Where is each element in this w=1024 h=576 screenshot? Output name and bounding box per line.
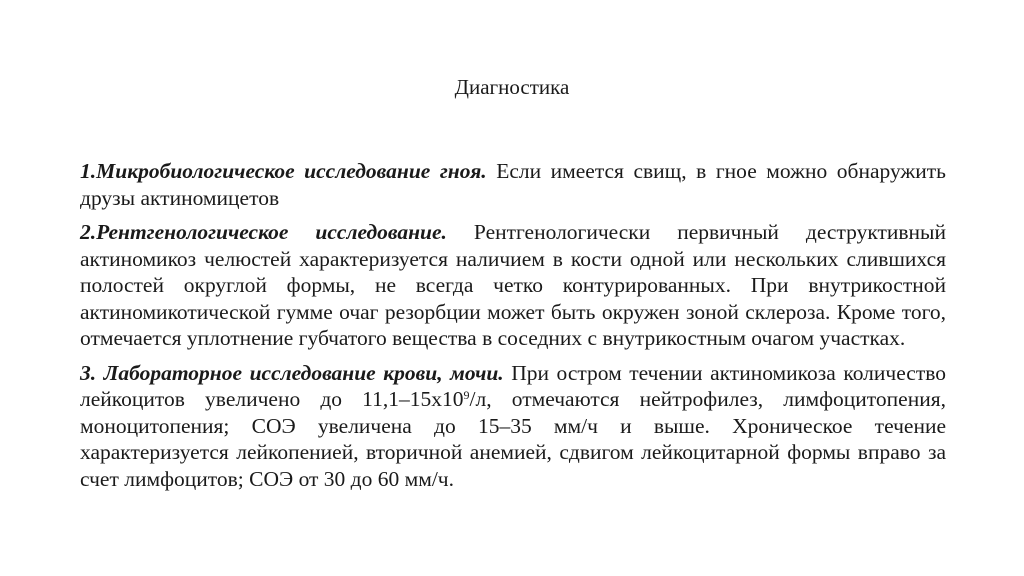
diagnostic-item-radiology <box>80 219 946 352</box>
diagnostic-item-laboratory <box>80 360 946 493</box>
item-text: При остром течении актиномикоза количество лейкоцитов увеличено до 11,1–15х10 <box>80 360 946 411</box>
item-text: Рентгенологически первичный деструктивный актиномикоз челюстей характеризуется наличием в кости одной или нескольких слившихся полостей округлой формы, не всегда четко контурированных. При внутрикостной актиномикотической гумме очаг резорбции может быть окружен зоной склероза. Кроме того, отмечается уплотнение губчатого вещества в соседних с внутрикостным очагом участках. <box>80 220 946 350</box>
item-heading: 3. Лабораторное исследование крови, мочи. <box>80 360 504 385</box>
slide-content <box>80 158 946 500</box>
diagnostic-item-microbiology <box>80 158 946 211</box>
item-text-continued: /л, отмечаются нейтрофилез, лимфоцитопения, моноцитопения; СОЭ увеличена до 15–35 мм/ч и выше. Хроническое течение характеризуется лейкопенией, вторичной анемией, сдвигом лейкоцитарной формы вправо за счет лимфоцитов; СОЭ от 30 до 60 мм/ч. <box>80 387 946 491</box>
slide-title: Диагностика <box>454 75 570 99</box>
item-text: Если имеется свищ, в гное можно обнаружить друзы актиномицетов <box>80 159 946 210</box>
exponent: 9 <box>463 388 470 402</box>
item-heading: 1.Микробиологическое исследование гноя. <box>80 159 487 183</box>
item-heading: 2.Рентгенологическое исследование. <box>80 220 447 244</box>
